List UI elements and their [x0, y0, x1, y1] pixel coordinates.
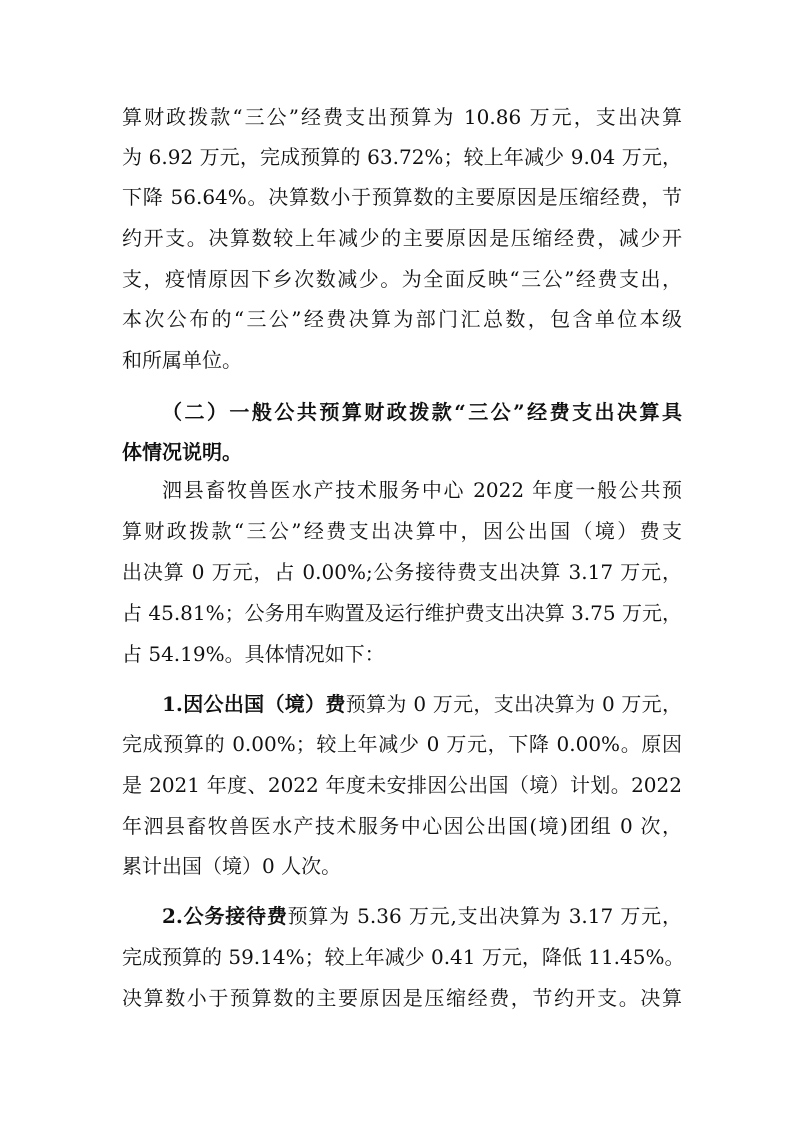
paragraph-line: 为 6.92 万元，完成预算的 63.72%；较上年减少 9.04 万元， — [122, 145, 682, 169]
paragraph-line: 约开支。决算数较上年减少的主要原因是压缩经费，减少开 — [122, 226, 682, 250]
item-first-line — [162, 684, 682, 724]
item-text: 预算为 0 万元，支出决算为 0 万元， — [345, 692, 682, 716]
paragraph-line: 占 54.19%。具体情况如下： — [122, 642, 385, 666]
paragraph-line: 决算数小于预算数的主要原因是压缩经费，节约开支。决算 — [122, 986, 682, 1010]
paragraph-line: 年泗县畜牧兽医水产技术服务中心因公出国(境)团组 0 次， — [122, 814, 682, 838]
item-label: 2.公务接待费 — [162, 904, 288, 928]
item-first-line — [162, 896, 682, 936]
paragraph-line: 出决算 0 万元，占 0.00%;公务接待费支出决算 3.17 万元， — [122, 560, 682, 584]
paragraph-line: 算财政拨款“三公”经费支出预算为 10.86 万元，支出决算 — [122, 105, 682, 129]
item-text: 预算为 5.36 万元,支出决算为 3.17 万元， — [287, 904, 682, 928]
item-label: 1.因公出国（境）费 — [162, 692, 346, 716]
paragraph-line: 和所属单位。 — [122, 348, 242, 372]
paragraph-line: 算财政拨款“三公”经费支出决算中，因公出国（境）费支 — [122, 519, 682, 543]
paragraph-line: 完成预算的 59.14%；较上年减少 0.41 万元，降低 11.45%。 — [122, 945, 685, 969]
paragraph-line: 本次公布的“三公”经费决算为部门汇总数，包含单位本级 — [122, 307, 682, 331]
paragraph-line: 累计出国（境）0 人次。 — [122, 854, 342, 878]
paragraph-line: 支，疫情原因下乡次数减少。为全面反映“三公”经费支出， — [122, 267, 682, 291]
section-heading: 体情况说明。 — [122, 440, 242, 464]
paragraph-line: 下降 56.64%。决算数小于预算数的主要原因是压缩经费，节 — [122, 185, 682, 209]
section-heading: （二）一般公共预算财政拨款“三公”经费支出决算具 — [162, 400, 682, 424]
paragraph-line: 泗县畜牧兽医水产技术服务中心 2022 年度一般公共预 — [162, 478, 682, 502]
paragraph-line: 是 2021 年度、2022 年度未安排因公出国（境）计划。2022 — [122, 773, 682, 797]
paragraph-line: 完成预算的 0.00%；较上年减少 0 万元，下降 0.00%。原因 — [122, 732, 682, 756]
paragraph-line: 占 45.81%；公务用车购置及运行维护费支出决算 3.75 万元， — [122, 601, 682, 625]
